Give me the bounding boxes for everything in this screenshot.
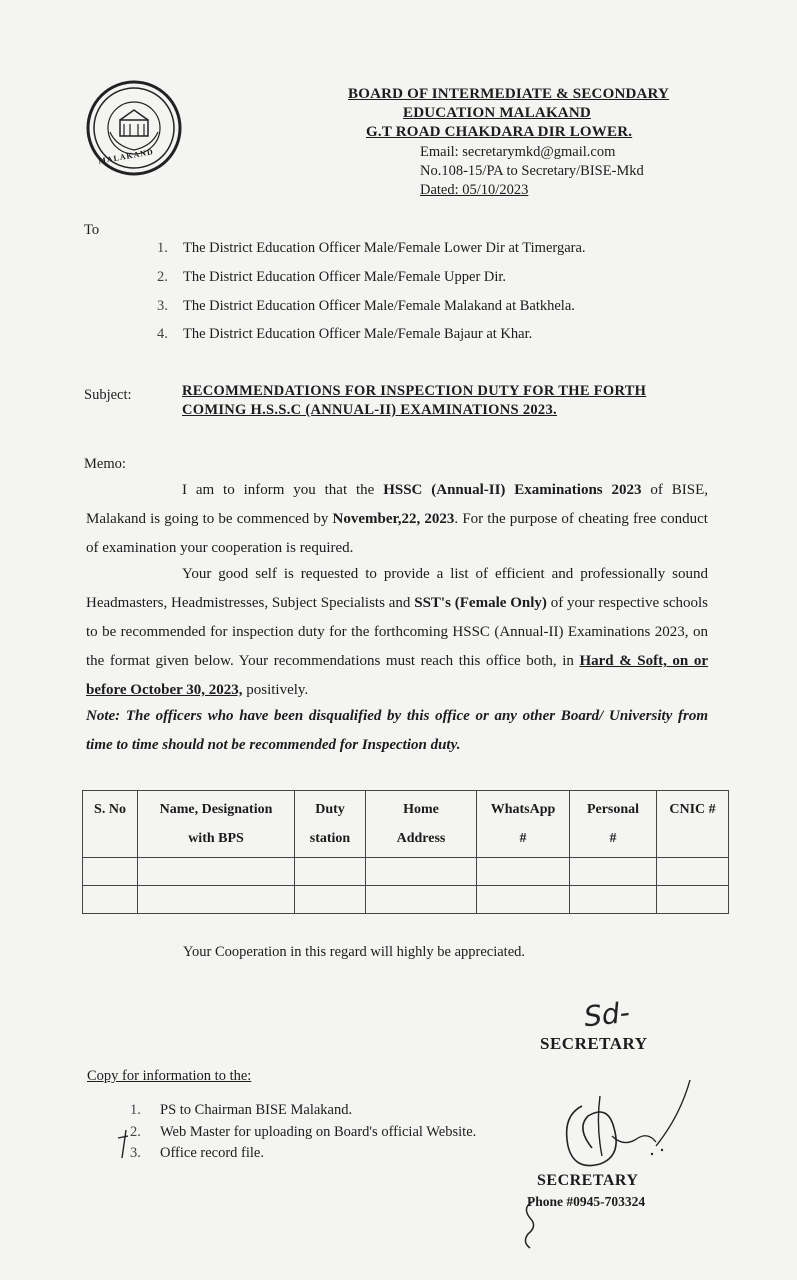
header-ref-no: No.108-15/PA to Secretary/BISE-Mkd xyxy=(420,163,644,179)
to-label: To xyxy=(84,222,100,238)
recipient-item: 3. The District Education Officer Male/Female Malakand at Batkhela. xyxy=(157,298,575,314)
table-header-cell: Duty station xyxy=(295,791,366,858)
handwritten-mark xyxy=(116,1128,132,1162)
table-row xyxy=(83,886,729,914)
header-line1: BOARD OF INTERMEDIATE & SECONDARY xyxy=(348,86,670,102)
closing-text: Your Cooperation in this regard will highly be appreciated. xyxy=(183,944,526,960)
header-email: Email: secretarymkd@gmail.com xyxy=(420,144,616,160)
table-row xyxy=(83,858,729,886)
table-header-row xyxy=(83,791,729,858)
secretary-signature xyxy=(552,1076,702,1176)
subject-line2: COMING H.S.S.C (ANNUAL-II) EXAMINATIONS 2023. xyxy=(182,402,557,418)
sd-signature: Sd- xyxy=(582,995,632,1034)
table-header-cell: Home Address xyxy=(366,791,477,858)
copy-label: Copy for information to the: xyxy=(87,1068,252,1084)
secretary-title: SECRETARY xyxy=(540,1034,648,1053)
memo-paragraph-2: Your good self is requested to provide a list of efficient and professionally sound Headmasters, Headmistresses, Subject Specialists and SST's (Female Only) of your respective schools to be recommended for inspection duty for the forthcoming HSSC (Annual-II) Examinations 2023, on the format given below. Your recommendations must reach this office both, in Hard & Soft, on or before October 30, 2023, positively. xyxy=(86,566,708,698)
table-header-cell: WhatsApp # xyxy=(477,791,570,858)
table-header-cell: Personal # xyxy=(570,791,657,858)
copy-item: 1. PS to Chairman BISE Malakand. xyxy=(130,1102,353,1118)
logo-text: MALAKAND xyxy=(97,147,155,166)
copy-item: 2. Web Master for uploading on Board's official Website. xyxy=(130,1124,477,1140)
recipient-item: 1. The District Education Officer Male/Female Lower Dir at Timergara. xyxy=(157,240,586,256)
memo-paragraph-1: I am to inform you that the HSSC (Annual-II) Examinations 2023 of BISE, Malakand is going to be commenced by November,22, 2023. For the purpose of cheating free conduct of examination your cooperation is required. xyxy=(86,482,708,556)
recipient-item: 4. The District Education Officer Male/Female Bajaur at Khar. xyxy=(157,326,533,342)
subject-line1: RECOMMENDATIONS FOR INSPECTION DUTY FOR THE FORTH xyxy=(182,383,647,399)
header-line2: EDUCATION MALAKAND xyxy=(403,105,591,121)
table-header-cell: S. No xyxy=(83,791,138,858)
recommendation-table xyxy=(82,790,729,914)
subject-label: Subject: xyxy=(84,387,132,403)
table-header-cell: Name, Designation with BPS xyxy=(138,791,295,858)
secretary-phone: Phone #0945-703324 xyxy=(527,1194,646,1209)
header-dated: Dated: 05/10/2023 xyxy=(420,182,529,198)
memo-label: Memo: xyxy=(84,456,126,472)
secretary-title-2: SECRETARY xyxy=(537,1172,639,1189)
recipient-item: 2. The District Education Officer Male/Female Upper Dir. xyxy=(157,269,507,285)
header-line3: G.T ROAD CHAKDARA DIR LOWER. xyxy=(366,124,633,140)
memo-note: Note: The officers who have been disqualified by this office or any other Board/ University from time to time should not be recommended for Inspection duty. xyxy=(86,708,708,753)
copy-item: 3. Office record file. xyxy=(130,1145,264,1161)
table-header-cell: CNIC # xyxy=(657,791,729,858)
phone-scribble xyxy=(520,1198,544,1250)
